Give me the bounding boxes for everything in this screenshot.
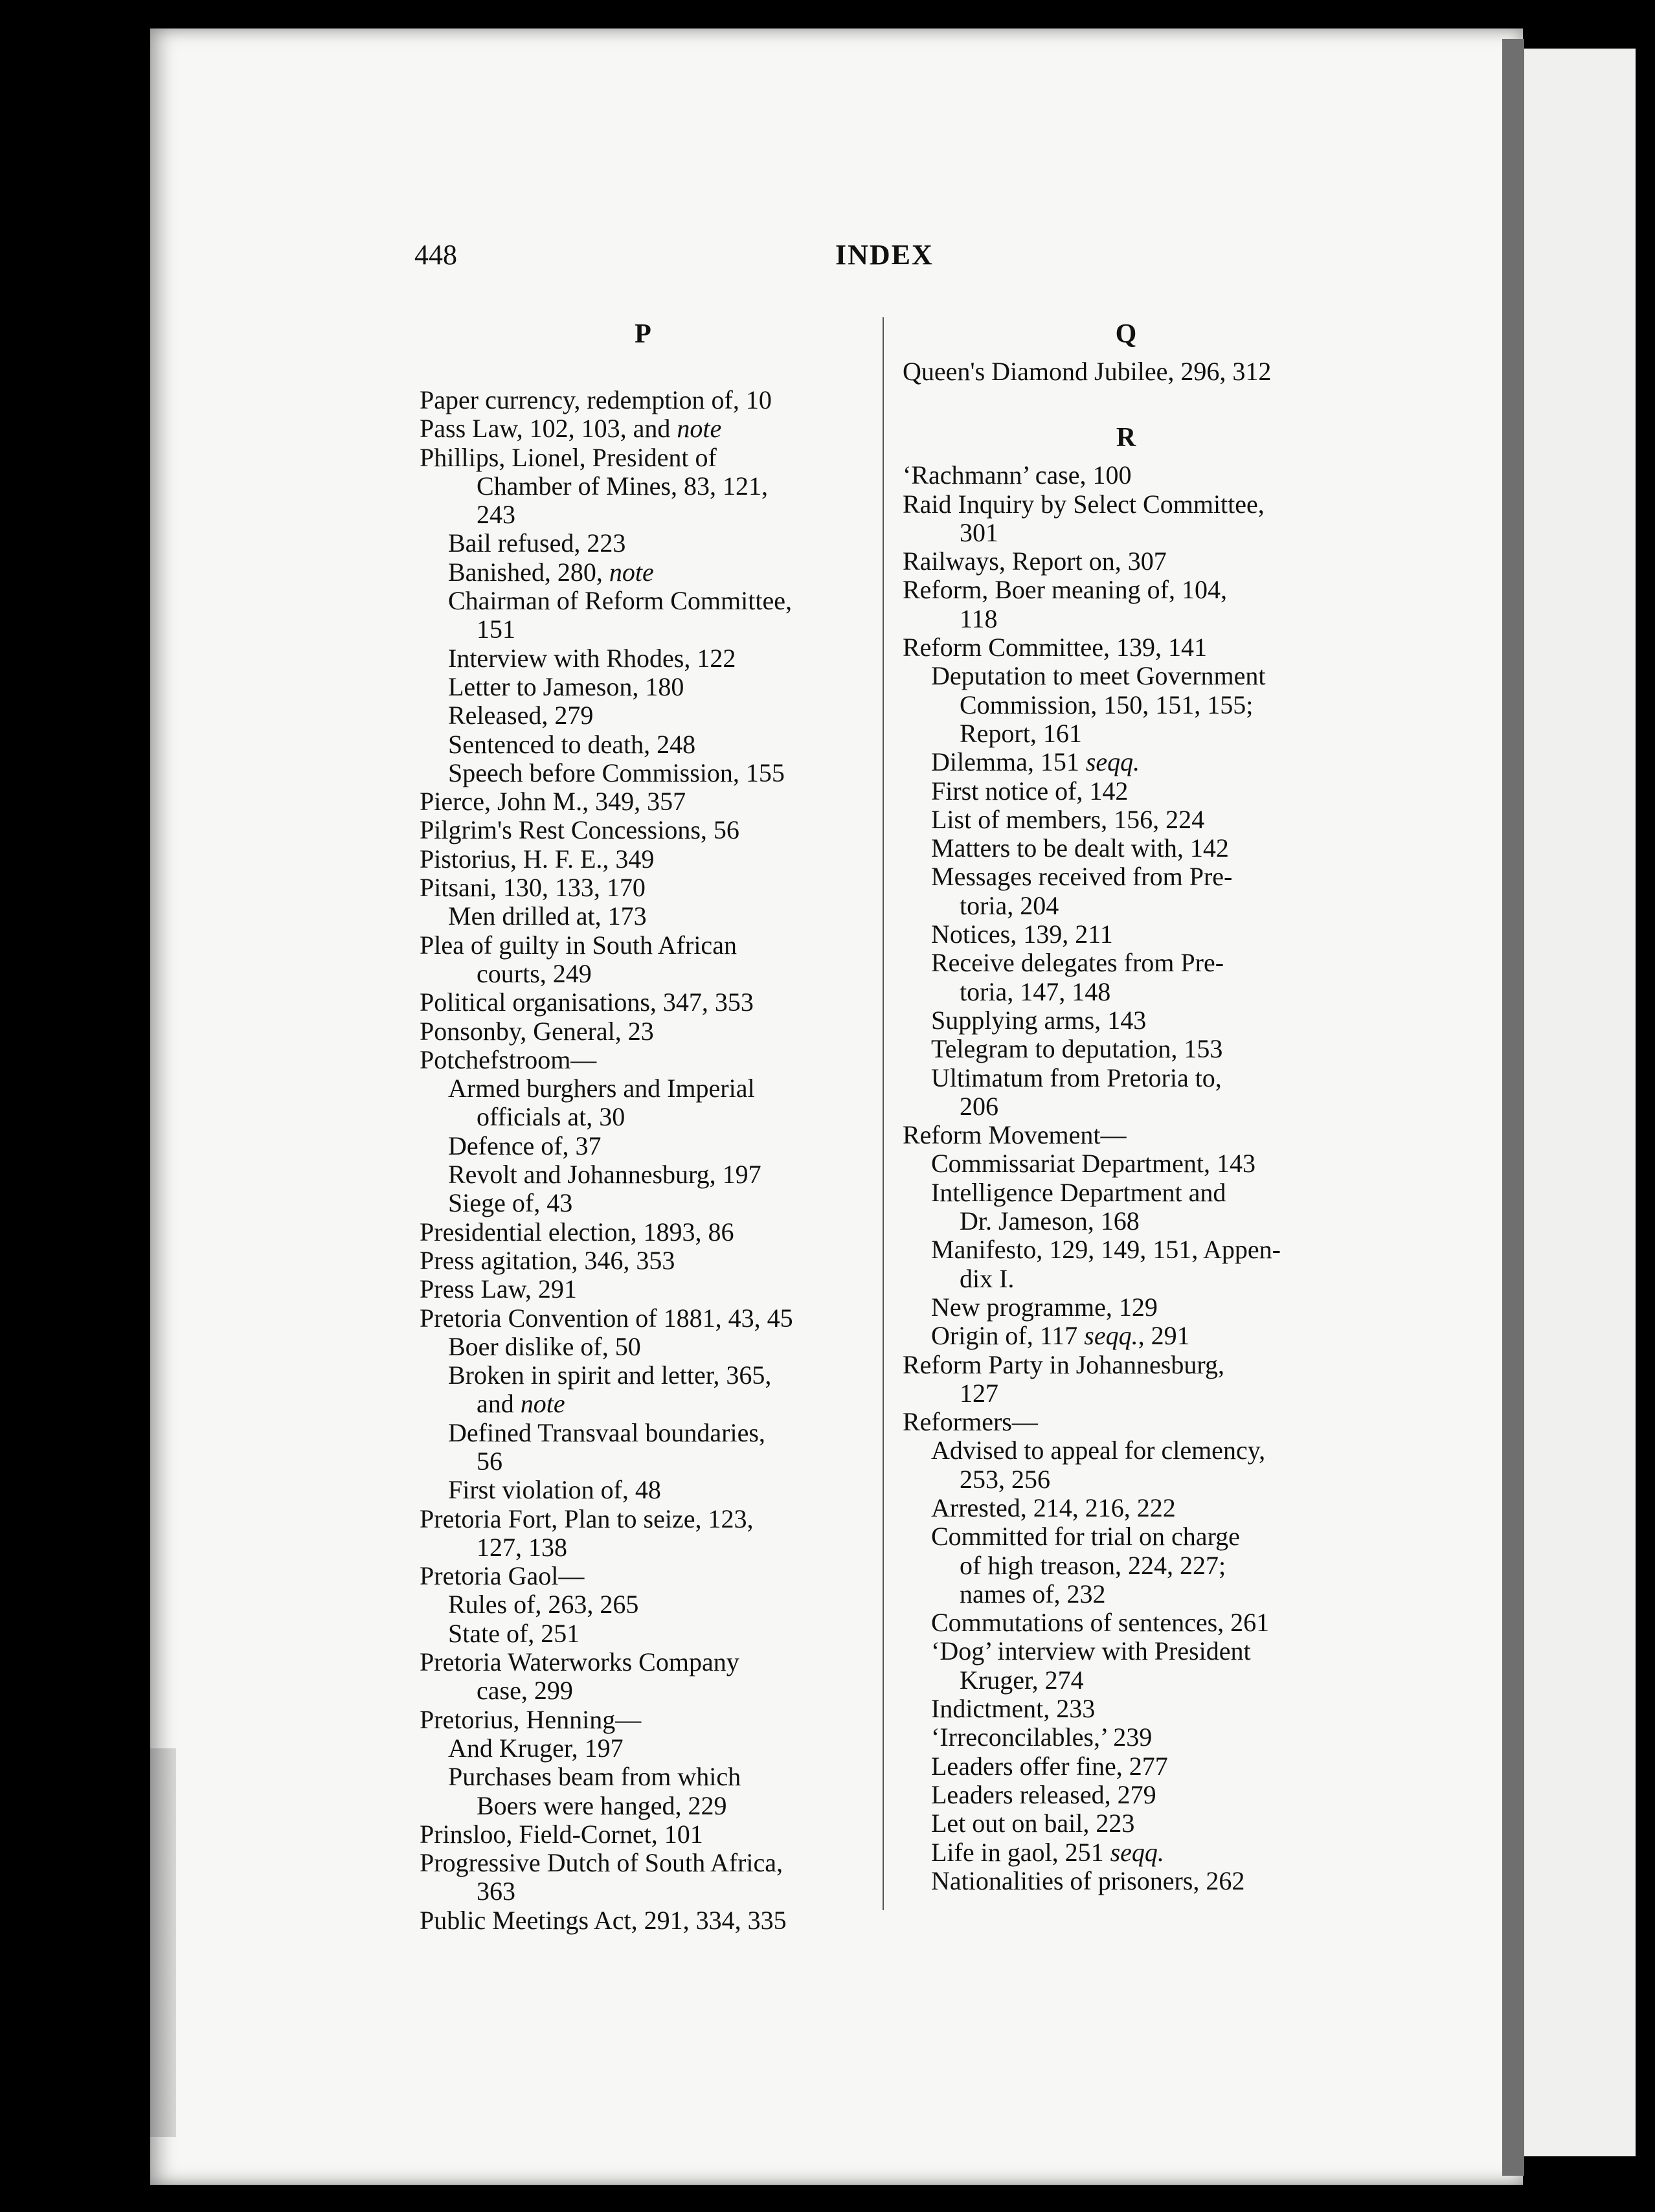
index-entry: Pretorius, Henning— [420,1704,642,1734]
index-subentry: Armed burghers and Imperial [448,1074,755,1103]
index-entry: Potchefstroom— [420,1044,597,1074]
index-entry: Reform Party in Johannesburg, [903,1349,1224,1379]
index-entry: Progressive Dutch of South Africa, [420,1848,783,1878]
index-entries-p [420,386,866,1935]
index-entry: Plea of guilty in South African [420,930,737,960]
index-entry: Phillips, Lionel, President of [420,442,717,472]
index-entry-continuation: Report, 161 [960,718,1082,748]
index-entry-continuation: 253, 256 [960,1464,1050,1494]
index-entry: Prinsloo, Field-Cornet, 101 [420,1819,703,1849]
page-title: INDEX [835,239,934,271]
index-entry: Reformers— [903,1407,1038,1437]
index-entry: Reform, Boer meaning of, 104, [903,575,1227,605]
index-subentry: Leaders offer fine, 277 [931,1751,1168,1781]
index-subentry: Arrested, 214, 216, 222 [931,1493,1176,1522]
index-entry-continuation: 363 [477,1877,515,1906]
index-subentry: Intelligence Department and [931,1177,1226,1207]
index-subentry: New programme, 129 [931,1292,1158,1322]
index-subentry: Chairman of Reform Committee, [448,586,792,616]
index-subentry: Advised to appeal for clemency, [931,1436,1266,1465]
index-subentry: Defence of, 37 [448,1131,602,1160]
index-subentry: Leaders released, 279 [931,1779,1156,1809]
index-subentry: Origin of, 117 seqq., 291 [931,1321,1190,1351]
running-head [414,238,1347,277]
index-entry: Raid Inquiry by Select Committee, [903,489,1265,519]
index-entry-continuation: case, 299 [477,1676,573,1706]
index-subentry: Commissariat Department, 143 [931,1149,1256,1179]
index-subentry: First violation of, 48 [448,1475,661,1505]
index-subentry: Letter to Jameson, 180 [448,672,684,701]
index-subentry: Indictment, 233 [931,1694,1096,1724]
index-entry-continuation: Kruger, 274 [960,1665,1084,1695]
index-entry-continuation: Boers were hanged, 229 [477,1790,727,1820]
index-entry-continuation: 206 [960,1091,998,1121]
index-subentry: Receive delegates from Pre- [931,948,1224,978]
index-entry: Press Law, 291 [420,1274,577,1304]
column-rule [883,317,884,1910]
index-subentry: Interview with Rhodes, 122 [448,643,736,673]
index-subentry: Sentenced to death, 248 [448,729,696,759]
index-entry: Presidential election, 1893, 86 [420,1217,734,1247]
index-entry-continuation: dix I. [960,1263,1015,1293]
index-entry: Reform Movement— [903,1120,1127,1150]
index-entry: Pretoria Gaol— [420,1561,585,1591]
index-column-left [420,311,866,1935]
index-subentry: Speech before Commission, 155 [448,758,785,787]
index-entry: Queen's Diamond Jubilee, 296, 312 [903,357,1272,386]
index-subentry: Purchases beam from which [448,1762,741,1792]
index-entry-continuation: 243 [477,500,515,530]
index-entries-q [903,357,1349,386]
index-subentry: Banished, 280, note [448,557,654,587]
index-entry-continuation: Commission, 150, 151, 155; [960,690,1254,719]
index-subentry: Ultimatum from Pretoria to, [931,1063,1222,1092]
index-subentry: Broken in spirit and letter, 365, [448,1360,772,1390]
index-entry: ‘Rachmann’ case, 100 [903,460,1132,490]
section-letter-q: Q [1115,319,1137,349]
facing-page-edge [1524,49,1636,2156]
index-entry: Pretoria Convention of 1881, 43, 45 [420,1303,793,1333]
index-entry: Public Meetings Act, 291, 334, 335 [420,1905,787,1935]
index-entry-continuation: courts, 249 [477,958,592,988]
index-subentry: Bail refused, 223 [448,528,626,558]
index-entry-continuation: 301 [960,517,998,547]
book-gutter [1502,39,1524,2176]
index-subentry: Dilemma, 151 seqq. [931,747,1140,777]
index-entry: Paper currency, redemption of, 10 [420,385,772,414]
index-entry-continuation: of high treason, 224, 227; [960,1550,1226,1580]
index-subentry: Rules of, 263, 265 [448,1590,639,1620]
index-entry: Pitsani, 130, 133, 170 [420,873,646,903]
index-entry: Pass Law, 102, 103, and note [420,414,722,444]
index-entry-continuation: 118 [960,604,998,633]
index-entry-continuation: toria, 147, 148 [960,976,1111,1006]
index-entry: Pilgrim's Rest Concessions, 56 [420,815,739,845]
index-entry-continuation: Chamber of Mines, 83, 121, [477,471,768,501]
index-subentry: Manifesto, 129, 149, 151, Appen- [931,1235,1281,1265]
index-subentry: Men drilled at, 173 [448,901,647,931]
scan-border-left [0,0,149,2212]
index-subentry: State of, 251 [448,1618,580,1648]
index-subentry: Deputation to meet Government [931,661,1266,691]
index-entry: Pretoria Waterworks Company [420,1647,739,1677]
index-subentry: ‘Dog’ interview with President [931,1636,1251,1666]
section-letter-r: R [1116,423,1136,453]
index-subentry: Life in gaol, 251 seqq. [931,1837,1164,1867]
index-entry-continuation: 127, 138 [477,1532,567,1562]
index-entry: Pistorius, H. F. E., 349 [420,844,655,874]
index-subentry: Let out on bail, 223 [931,1809,1135,1838]
index-subentry: Committed for trial on charge [931,1522,1240,1552]
index-entry-continuation: and note [477,1389,565,1419]
section-letter-p: P [635,319,651,349]
index-entry-continuation: Dr. Jameson, 168 [960,1206,1140,1236]
index-entry: Political organisations, 347, 353 [420,988,754,1017]
index-entry-continuation: 127 [960,1378,998,1408]
index-subentry: Matters to be dealt with, 142 [931,833,1229,863]
index-subentry: Siege of, 43 [448,1188,573,1218]
scan-border-right [1636,0,1655,2212]
index-entries-r [903,461,1349,1895]
index-subentry: Messages received from Pre- [931,862,1233,892]
index-entry: Ponsonby, General, 23 [420,1016,654,1046]
index-subentry: Revolt and Johannesburg, 197 [448,1160,761,1190]
index-entry-continuation: names of, 232 [960,1579,1106,1608]
index-subentry: Commutations of sentences, 261 [931,1608,1270,1638]
index-entry: Railways, Report on, 307 [903,547,1167,576]
index-subentry: And Kruger, 197 [448,1733,624,1763]
index-subentry: Telegram to deputation, 153 [931,1034,1223,1064]
index-subentry: Boer dislike of, 50 [448,1331,641,1361]
index-entry: Press agitation, 346, 353 [420,1245,675,1275]
index-entry: Pretoria Fort, Plan to seize, 123, [420,1504,754,1533]
index-subentry: Nationalities of prisoners, 262 [931,1866,1245,1895]
index-subentry: Supplying arms, 143 [931,1005,1147,1035]
index-subentry: Defined Transvaal boundaries, [448,1417,765,1447]
index-entry: Pierce, John M., 349, 357 [420,787,686,817]
index-subentry: Released, 279 [448,701,594,730]
page-edge-shadow [150,1748,176,2137]
index-entry-continuation: 151 [477,615,515,644]
index-subentry: ‘Irreconcilables,’ 239 [931,1722,1153,1752]
index-column-right [903,311,1349,1895]
index-subentry: First notice of, 142 [931,776,1129,806]
index-entry: Reform Committee, 139, 141 [903,633,1207,662]
page-number: 448 [414,239,457,271]
index-entry-continuation: officials at, 30 [477,1102,625,1132]
index-entry-continuation: toria, 204 [960,890,1059,920]
index-subentry: Notices, 139, 211 [931,920,1113,949]
index-subentry: List of members, 156, 224 [931,804,1205,834]
index-entry-continuation: 56 [477,1446,502,1476]
